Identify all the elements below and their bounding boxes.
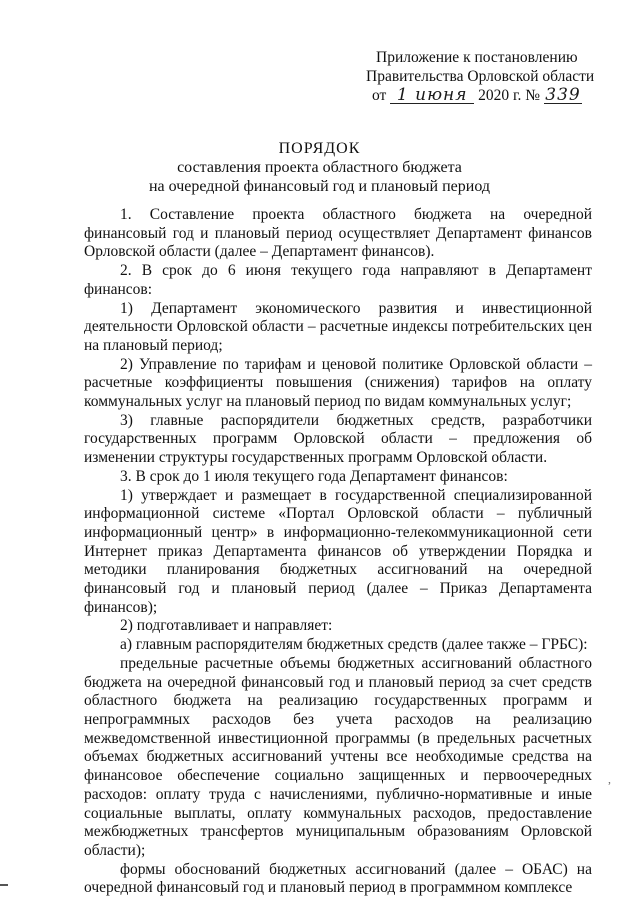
year-and-number-label: 2020 г. № xyxy=(478,87,541,104)
appendix-line-2: Правительства Орловской области xyxy=(366,68,595,85)
appendix-line-3 xyxy=(366,86,616,105)
paragraph: 2) подготавливает и направляет: xyxy=(120,617,333,635)
appendix-line-1: Приложение к постановлению xyxy=(376,49,578,66)
title-main: ПОРЯДОК xyxy=(278,140,361,157)
paragraph: предельные расчетные объемы бюджетных ассигнований областного бюджета на очередной финансовый год и плановый период за счет средств областного бюджета на реализацию государственных программ и непрограммных расходов без учета расходов на реализацию межведомственной инвестиционной программы (в предельных расчетных объемах бюджетных ассигнований учтены все необходимые средства на финансовое обеспечение социально защищенных и первоочередных расходов: оплату труда с начислениями, публично-нормативные и иные социальные выплаты, оплату коммунальных расходов, предоставление межбюджетных трансфертов муниципальным образованиям Орловской области); xyxy=(84,654,592,859)
title-subtitle-1: составления проекта областного бюджета xyxy=(177,159,462,176)
handwritten-number: 339 xyxy=(545,85,581,105)
scan-mark: , xyxy=(608,772,611,786)
title-subtitle-2: на очередной финансовый год и плановый период xyxy=(148,178,491,195)
document-body xyxy=(84,206,592,898)
scan-edge-mark xyxy=(0,884,8,886)
date-prefix: от xyxy=(372,87,387,104)
paragraph: 2) Управление по тарифам и ценовой политике Орловской области – расчетные коэффициенты повышения (снижения) тарифов на оплату коммунальных услуг на плановый период по видам коммунальных услуг; xyxy=(84,355,592,411)
paragraph: 3. В срок до 1 июля текущего года Департамент финансов: xyxy=(120,467,508,485)
paragraph: 1) утверждает и размещает в государственной специализированной информационной системе «Портал Орловской области – публичный информационный центр» в информационно-телекоммуникационной сети Интернет приказ Департамента финансов об утверждении Порядка и методики планирования бюджетных ассигнований на очередной финансовый год и плановый период (далее – Приказ Департамента финансов); xyxy=(84,486,592,616)
paragraph: 1) Департамент экономического развития и инвестиционной деятельности Орловской области – расчетные индексы потребительских цен на плановый период; xyxy=(84,299,592,354)
paragraph: 3) главные распорядители бюджетных средств, разработчики государственных программ Орловской области – предложения об изменении структуры государственных программ Орловской области. xyxy=(84,411,592,467)
appendix-header xyxy=(366,48,616,105)
paragraph: а) главным распорядителям бюджетных средств (далее также – ГРБС): xyxy=(120,636,588,654)
document-title xyxy=(0,139,639,196)
handwritten-date: 1 июня xyxy=(390,87,474,104)
paragraph: 1. Составление проекта областного бюджета на очередной финансовый год и плановый период осуществляет Департамент финансов Орловской области (далее – Департамент финансов). xyxy=(84,206,592,261)
paragraph: формы обоснований бюджетных ассигнований (далее – ОБАС) на очередной финансовый год и плановый период в программном комплексе xyxy=(84,860,592,897)
paragraph: 2. В срок до 6 июня текущего года направляют в Департамент финансов: xyxy=(84,262,592,298)
